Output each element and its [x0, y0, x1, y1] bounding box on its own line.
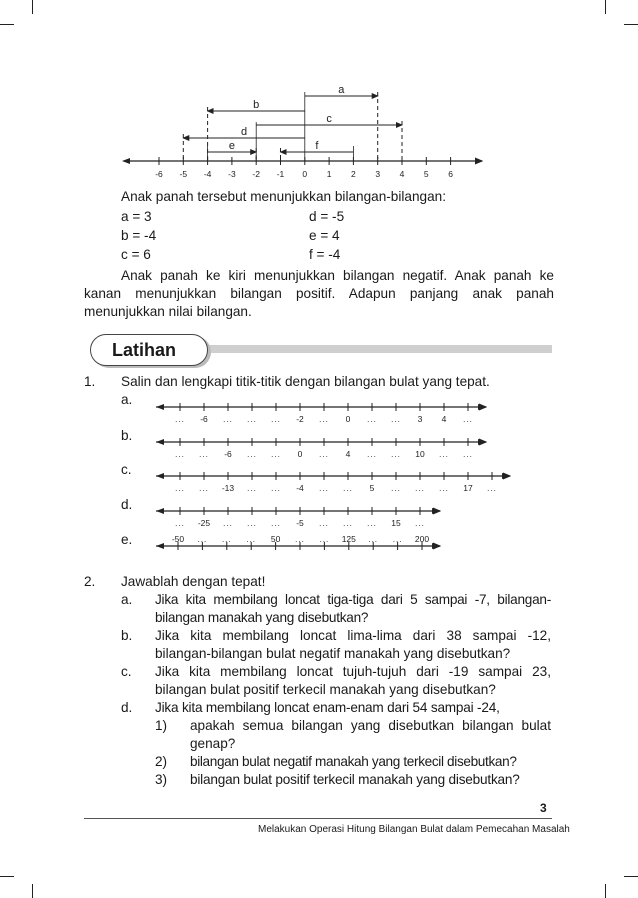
arrow-label-b: b: [253, 99, 260, 111]
tick-label: -6: [155, 169, 163, 179]
blank-label: ...: [175, 415, 185, 424]
exercise-axis-left-arrowhead: [156, 404, 164, 410]
exercise-axis-right-arrowhead: [432, 508, 440, 514]
q2-letter-b: b.: [121, 628, 133, 643]
tick-label: -5: [296, 518, 304, 528]
tick-label: 4: [345, 449, 351, 459]
blank-label: ...: [391, 415, 401, 424]
q2-item-c: Jika kita membilang loncat tujuh-tujuh dari -19 sampai 23, bilangan bulat positif terkecil manakah yang disebutkan?: [155, 664, 551, 697]
q2-text: Jawablah dengan tepat!: [121, 574, 266, 589]
blank-label: ...: [223, 519, 233, 528]
exercise-axis-right-arrowhead: [478, 404, 486, 410]
blank-label: ...: [247, 415, 257, 424]
blank-label: ...: [271, 484, 281, 493]
blank-label: ...: [439, 484, 449, 493]
blank-label: ...: [246, 535, 257, 544]
blank-label: ...: [175, 450, 185, 459]
q2-sub-1: apakah semua bilangan yang disebutkan bilangan bulat genap?: [190, 718, 551, 751]
q2-letter-a: a.: [121, 592, 133, 607]
blank-label: ...: [319, 484, 329, 493]
q1-text: Salin dan lengkapi titik-titik dengan bilangan bulat yang tepat.: [121, 374, 490, 389]
tick-label: 4: [399, 169, 405, 179]
tick-label: -5: [179, 169, 188, 179]
q1-letter-a: a.: [121, 392, 133, 407]
value-f: f = -4: [309, 247, 341, 262]
blank-label: ...: [247, 484, 257, 493]
blank-label: ...: [247, 519, 257, 528]
blank-label: ...: [175, 519, 185, 528]
section-title: Latihan: [90, 334, 208, 366]
value-a: a = 3: [121, 209, 152, 224]
crop-mark: [0, 24, 14, 25]
exercise-axis-left-arrowhead: [156, 508, 164, 514]
arrow-label-a: a: [338, 84, 345, 96]
q2-sub-3: bilangan bulat positif terkecil manakah yang disebutkan?: [190, 772, 520, 787]
tick-label: 125: [341, 534, 356, 544]
arrow-label-c: c: [326, 113, 332, 125]
exercise-number-lines: [150, 395, 530, 565]
tick-label: 1: [326, 169, 332, 179]
tick-label: 17: [463, 483, 473, 493]
blank-label: ...: [415, 484, 425, 493]
crop-mark: [624, 876, 638, 877]
q2-letter-c: c.: [121, 664, 132, 679]
q2-sub-1-number: 1): [155, 718, 168, 733]
tick-label: -25: [197, 518, 211, 528]
blank-label: ...: [271, 450, 281, 459]
blank-label: ...: [295, 535, 305, 544]
intro-text: Anak panah tersebut menunjukkan bilangan-bilangan:: [121, 189, 446, 204]
value-b: b = -4: [121, 228, 157, 243]
tick-label: -4: [296, 483, 304, 493]
page-number: 3: [540, 801, 547, 815]
crop-mark: [32, 884, 33, 898]
tick-label: -6: [224, 449, 232, 459]
crop-mark: [605, 884, 606, 898]
blank-label: ...: [463, 450, 473, 459]
tick-label: -50: [171, 534, 185, 544]
blank-label: ...: [415, 519, 425, 528]
tick-label: 3: [417, 414, 423, 424]
footer-text: Melakukan Operasi Hitung Bilangan Bulat dalam Pemecahan Masalah: [258, 824, 570, 835]
blank-label: ...: [439, 450, 449, 459]
crop-mark: [0, 876, 14, 877]
tick-label: -13: [221, 483, 235, 493]
blank-label: ...: [391, 484, 401, 493]
tick-label: 6: [448, 169, 453, 179]
tick-label: 0: [302, 169, 308, 179]
blank-label: ...: [368, 535, 379, 544]
blank-label: ...: [319, 519, 329, 528]
q2-number: 2.: [84, 574, 96, 589]
tick-label: -3: [228, 169, 236, 179]
tick-label: 15: [391, 518, 401, 528]
blank-label: ...: [367, 519, 377, 528]
q1-letter-b: b.: [121, 428, 133, 443]
blank-label: ...: [199, 450, 209, 459]
q2-sub-3-number: 3): [155, 772, 168, 787]
q2-item-a: Jika kita membilang loncat tiga-tiga dari 5 sampai -7, bilangan-bilangan manakah yang disebutkan?: [155, 592, 551, 625]
q2-item-b: Jika kita membilang loncat lima-lima dari 38 sampai -12, bilangan-bilangan bulat negatif manakah yang disebutkan?: [155, 628, 551, 661]
tick-label: -6: [200, 414, 208, 424]
q1-letter-c: c.: [121, 462, 132, 477]
blank-label: ...: [367, 450, 377, 459]
tick-label: 4: [441, 414, 447, 424]
q1-number: 1.: [84, 374, 96, 389]
blank-label: ...: [271, 519, 281, 528]
tick-label: -1: [276, 169, 285, 179]
blank-label: ...: [175, 484, 185, 493]
exercise-axis-right-arrowhead: [502, 473, 510, 479]
blank-label: ...: [199, 484, 209, 493]
q2-sub-2: bilangan bulat negatif manakah yang terkecil disebutkan?: [190, 754, 517, 769]
blank-label: ...: [367, 415, 377, 424]
q2-letter-d: d.: [121, 700, 133, 715]
tick-label: 5: [423, 169, 429, 179]
tick-label: -2: [252, 169, 260, 179]
blank-label: ...: [271, 415, 281, 424]
arrow-label-f: f: [315, 140, 319, 152]
blank-label: ...: [319, 450, 329, 459]
q2-sub-2-number: 2): [155, 754, 168, 769]
blank-label: ...: [247, 450, 257, 459]
blank-label: ...: [392, 535, 403, 544]
blank-label: ...: [223, 415, 233, 424]
explanation-paragraph: Anak panah ke kiri menunjukkan bilangan negatif. Anak panah ke kanan menunjukkan bilangan positif. Adapun panjang anak panah menunjukkan nilai bilangan.: [84, 268, 554, 319]
exercise-axis-left-arrowhead: [156, 473, 164, 479]
tick-label: 3: [375, 169, 381, 179]
blank-label: ...: [343, 484, 353, 493]
blank-label: ...: [197, 535, 208, 544]
exercise-axis-left-arrowhead: [156, 543, 164, 549]
tick-label: 200: [414, 534, 430, 544]
crop-mark: [624, 24, 638, 25]
arrow-label-e: e: [228, 140, 235, 152]
tick-label: 10: [415, 449, 425, 459]
tick-label: 5: [369, 483, 375, 493]
tick-label: 0: [297, 449, 303, 459]
crop-mark: [605, 0, 606, 14]
exercise-axis-right-arrowhead: [432, 543, 440, 549]
crop-mark: [32, 0, 33, 14]
q2-item-d: Jika kita membilang loncat enam-enam dari 54 sampai -24,: [155, 700, 500, 715]
exercise-axis-right-arrowhead: [478, 439, 486, 445]
tick-label: -2: [296, 414, 304, 424]
blank-label: ...: [319, 415, 329, 424]
q1-letter-e: e.: [121, 532, 133, 547]
q1-letter-d: d.: [121, 497, 133, 512]
exercise-axis-left-arrowhead: [156, 439, 164, 445]
blank-label: ...: [343, 519, 353, 528]
section-bar: [205, 345, 552, 353]
tick-label: 0: [345, 414, 351, 424]
axis-left-arrowhead: [122, 158, 130, 164]
blank-label: ...: [391, 450, 401, 459]
value-c: c = 6: [121, 247, 151, 262]
blank-label: ...: [487, 484, 497, 493]
blank-label: ...: [463, 415, 473, 424]
arrow-label-d: d: [240, 126, 248, 138]
blank-label: ...: [221, 535, 232, 544]
tick-label: -4: [203, 169, 212, 179]
number-line-figure: [110, 84, 490, 184]
tick-label: 2: [351, 169, 356, 179]
tick-label: 50: [270, 534, 281, 544]
footer-rule: [84, 818, 552, 819]
value-e: e = 4: [309, 228, 340, 243]
blank-label: ...: [319, 535, 330, 544]
value-d: d = -5: [309, 209, 345, 224]
